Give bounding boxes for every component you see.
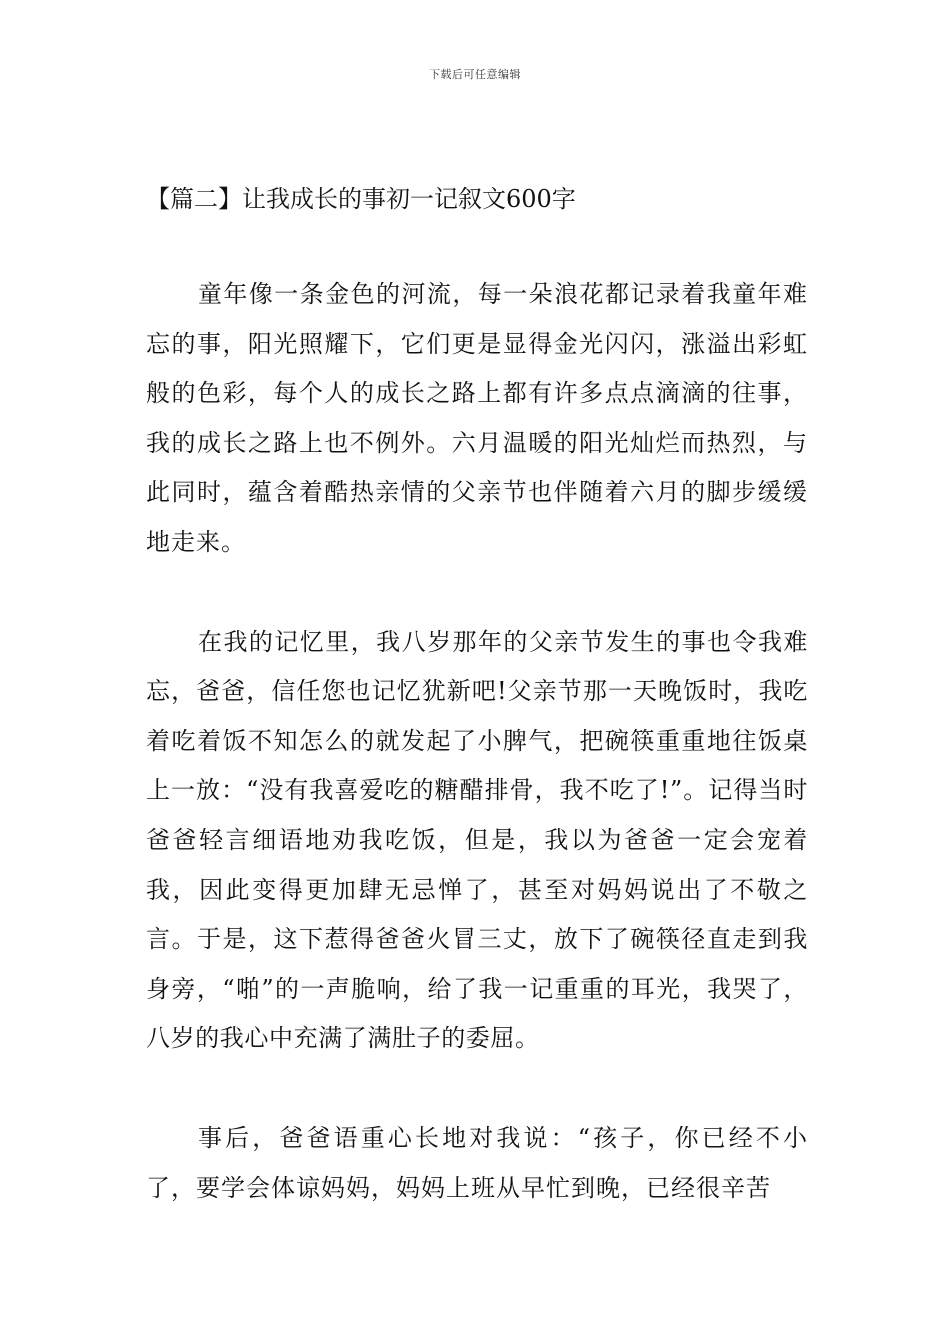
download-note: 下载后可任意编辑	[429, 68, 521, 81]
paragraph-1: 童年像一条金色的河流，每一朵浪花都记录着我童年难忘的事，阳光照耀下，它们更是显得金光闪闪，涨溢出彩虹般的色彩，每个人的成长之路上都有许多点点滴滴的往事，我的成长之路上也不例外。六月温暖的阳光灿烂而热烈，与此同时，蕴含着酷热亲情的父亲节也伴随着六月的脚步缓缓地走来。	[146, 280, 808, 556]
article-body	[146, 180, 808, 1263]
paragraph-3: 事后，爸爸语重心长地对我说：“孩子，你已经不小了，要学会体谅妈妈，妈妈上班从早忙到晚，已经很辛苦	[146, 1123, 808, 1202]
article-title: 【篇二】让我成长的事初一记叙文600字	[146, 185, 576, 213]
paragraph-2: 在我的记忆里，我八岁那年的父亲节发生的事也令我难忘，爸爸，信任您也记忆犹新吧!父亲节那一天晚饭时，我吃着吃着饭不知怎么的就发起了小脾气，把碗筷重重地往饭桌上一放：“没有我喜爱吃的糖醋排骨，我不吃了!”。记得当时爸爸轻言细语地劝我吃饭，但是，我以为爸爸一定会宠着我，因此变得更加肆无忌惮了，甚至对妈妈说出了不敬之言。于是，这下惹得爸爸火冒三丈，放下了碗筷径直走到我身旁，“啪”的一声脆响，给了我一记重重的耳光，我哭了，八岁的我心中充满了满肚子的委屈。	[146, 627, 808, 1053]
